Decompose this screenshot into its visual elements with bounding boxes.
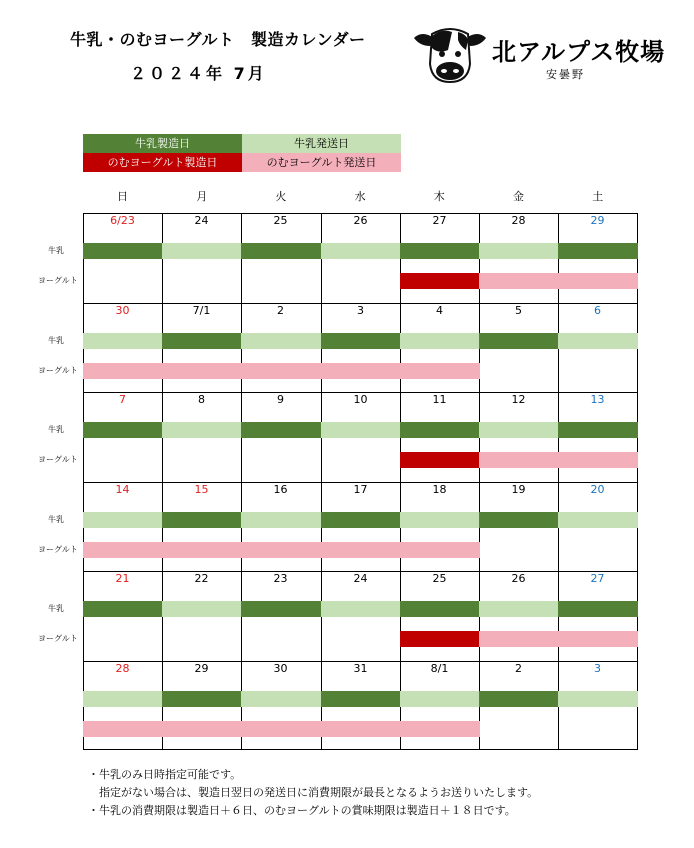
yogurt-bar (83, 363, 163, 379)
milk-bar (479, 691, 559, 707)
milk-bar (400, 512, 480, 528)
day-number: 10 (353, 393, 368, 406)
yogurt-bar (400, 631, 480, 647)
milk-bar (241, 333, 321, 349)
day-number: 14 (115, 483, 130, 496)
grid-line (83, 749, 638, 750)
weekday-label: 金 (513, 190, 524, 203)
day-number: 15 (194, 483, 209, 496)
milk-bar (400, 691, 480, 707)
day-number: 21 (115, 572, 130, 585)
milk-bar (321, 422, 401, 438)
milk-bar (558, 422, 638, 438)
milk-bar (83, 243, 163, 259)
milk-bar (83, 691, 163, 707)
row-label-milk: 牛乳 (48, 604, 64, 613)
day-number: 11 (432, 393, 447, 406)
day-number: 7/1 (192, 304, 211, 317)
day-number: 8/1 (430, 662, 449, 675)
milk-bar (241, 691, 321, 707)
legend-milk-make: 牛乳製造日 (83, 134, 242, 153)
milk-bar (400, 422, 480, 438)
day-number: 30 (273, 662, 288, 675)
milk-bar (83, 512, 163, 528)
note-line: ・牛乳のみ日時指定可能です。 (88, 768, 242, 781)
milk-bar (162, 333, 242, 349)
yogurt-bar (400, 542, 480, 558)
day-number: 7 (119, 393, 126, 406)
milk-bar (400, 333, 480, 349)
day-number: 3 (357, 304, 364, 317)
day-number: 30 (115, 304, 130, 317)
milk-bar (83, 601, 163, 617)
row-label-yogurt: ヨーグルト (38, 366, 78, 375)
yogurt-bar (479, 273, 559, 289)
weekday-label: 木 (433, 190, 445, 203)
yogurt-bar (321, 721, 401, 737)
milk-bar (400, 601, 480, 617)
day-number: 3 (594, 662, 601, 675)
day-number: 2 (277, 304, 284, 317)
milk-bar (479, 601, 559, 617)
milk-bar (558, 601, 638, 617)
day-number: 12 (511, 393, 526, 406)
day-number: 13 (590, 393, 605, 406)
row-label-milk: 牛乳 (48, 515, 64, 524)
milk-bar (321, 512, 401, 528)
milk-bar (83, 333, 163, 349)
yogurt-bar (400, 273, 480, 289)
milk-bar (400, 243, 480, 259)
legend (83, 134, 401, 172)
row-label-yogurt: ヨーグルト (38, 634, 78, 643)
milk-bar (241, 601, 321, 617)
milk-bar (558, 243, 638, 259)
milk-bar (321, 691, 401, 707)
yogurt-bar (241, 363, 321, 379)
weekday-label: 水 (354, 190, 366, 203)
day-number: 29 (590, 214, 605, 227)
milk-bar (321, 333, 401, 349)
yogurt-bar (479, 631, 559, 647)
day-number: 24 (353, 572, 368, 585)
row-label-yogurt: ヨーグルト (38, 545, 78, 554)
yogurt-bar (321, 363, 401, 379)
milk-bar (162, 601, 242, 617)
yogurt-bar (400, 452, 480, 468)
row-label-yogurt: ヨーグルト (38, 455, 78, 464)
day-number: 25 (273, 214, 288, 227)
milk-bar (479, 422, 559, 438)
yogurt-bar (400, 721, 480, 737)
day-number: 26 (511, 572, 526, 585)
legend-milk-ship: 牛乳発送日 (242, 134, 401, 153)
yogurt-bar (400, 363, 480, 379)
milk-bar (83, 422, 163, 438)
day-number: 20 (590, 483, 605, 496)
yogurt-bar (479, 452, 559, 468)
cow-icon (412, 24, 488, 84)
yogurt-bar (558, 631, 638, 647)
milk-bar (162, 243, 242, 259)
milk-bar (321, 243, 401, 259)
day-number: 22 (194, 572, 209, 585)
milk-bar (162, 512, 242, 528)
day-number: 2 (515, 662, 522, 675)
day-number: 28 (115, 662, 130, 675)
milk-bar (558, 333, 638, 349)
day-number: 9 (277, 393, 284, 406)
day-number: 27 (432, 214, 447, 227)
day-number: 8 (198, 393, 205, 406)
day-number: 19 (511, 483, 526, 496)
milk-bar (558, 512, 638, 528)
yogurt-bar (321, 542, 401, 558)
milk-bar (241, 243, 321, 259)
day-number: 6/23 (110, 214, 135, 227)
milk-bar (479, 333, 559, 349)
brand-name: 北アルプス牧場 (492, 38, 666, 66)
day-number: 23 (273, 572, 288, 585)
calendar-month: ２０２４年 7月 (130, 64, 267, 83)
row-label-milk: 牛乳 (48, 336, 64, 345)
day-number: 5 (515, 304, 522, 317)
day-number: 4 (436, 304, 443, 317)
day-number: 24 (194, 214, 209, 227)
row-label-yogurt: ヨーグルト (38, 276, 78, 285)
yogurt-bar (162, 363, 242, 379)
calendar-grid (83, 213, 638, 750)
day-number: 6 (594, 304, 601, 317)
note-line: 指定がない場合は、製造日翌日の発送日に消費期限が最長となるようお送りいたします。 (88, 786, 539, 799)
notes (88, 766, 538, 820)
day-number: 28 (511, 214, 526, 227)
day-number: 26 (353, 214, 368, 227)
weekday-label: 土 (592, 190, 604, 203)
row-label-milk: 牛乳 (48, 425, 64, 434)
weekday-label: 火 (275, 190, 287, 203)
row-label-milk: 牛乳 (48, 246, 64, 255)
weekday-label: 月 (196, 190, 208, 203)
yogurt-bar (558, 273, 638, 289)
yogurt-bar (241, 721, 321, 737)
day-number: 29 (194, 662, 209, 675)
day-number: 27 (590, 572, 605, 585)
yogurt-bar (83, 721, 163, 737)
milk-bar (241, 422, 321, 438)
day-number: 18 (432, 483, 447, 496)
legend-yogurt-ship: のむヨーグルト発送日 (242, 153, 401, 172)
weekday-label: 日 (117, 190, 128, 203)
brand-location: 安曇野 (546, 68, 585, 81)
yogurt-bar (162, 721, 242, 737)
milk-bar (162, 422, 242, 438)
brand-logo (412, 24, 666, 86)
milk-bar (479, 243, 559, 259)
legend-yogurt-make: のむヨーグルト製造日 (83, 153, 242, 172)
day-number: 25 (432, 572, 447, 585)
day-number: 17 (353, 483, 368, 496)
yogurt-bar (83, 542, 163, 558)
milk-bar (479, 512, 559, 528)
yogurt-bar (241, 542, 321, 558)
day-number: 16 (273, 483, 288, 496)
note-line: ・牛乳の消費期限は製造日＋６日、のむヨーグルトの賞味期限は製造日＋１８日です。 (88, 804, 516, 817)
calendar-title: 牛乳・のむヨーグルト 製造カレンダー (70, 30, 366, 49)
milk-bar (241, 512, 321, 528)
milk-bar (321, 601, 401, 617)
yogurt-bar (558, 452, 638, 468)
milk-bar (162, 691, 242, 707)
yogurt-bar (162, 542, 242, 558)
milk-bar (558, 691, 638, 707)
day-number: 31 (353, 662, 368, 675)
